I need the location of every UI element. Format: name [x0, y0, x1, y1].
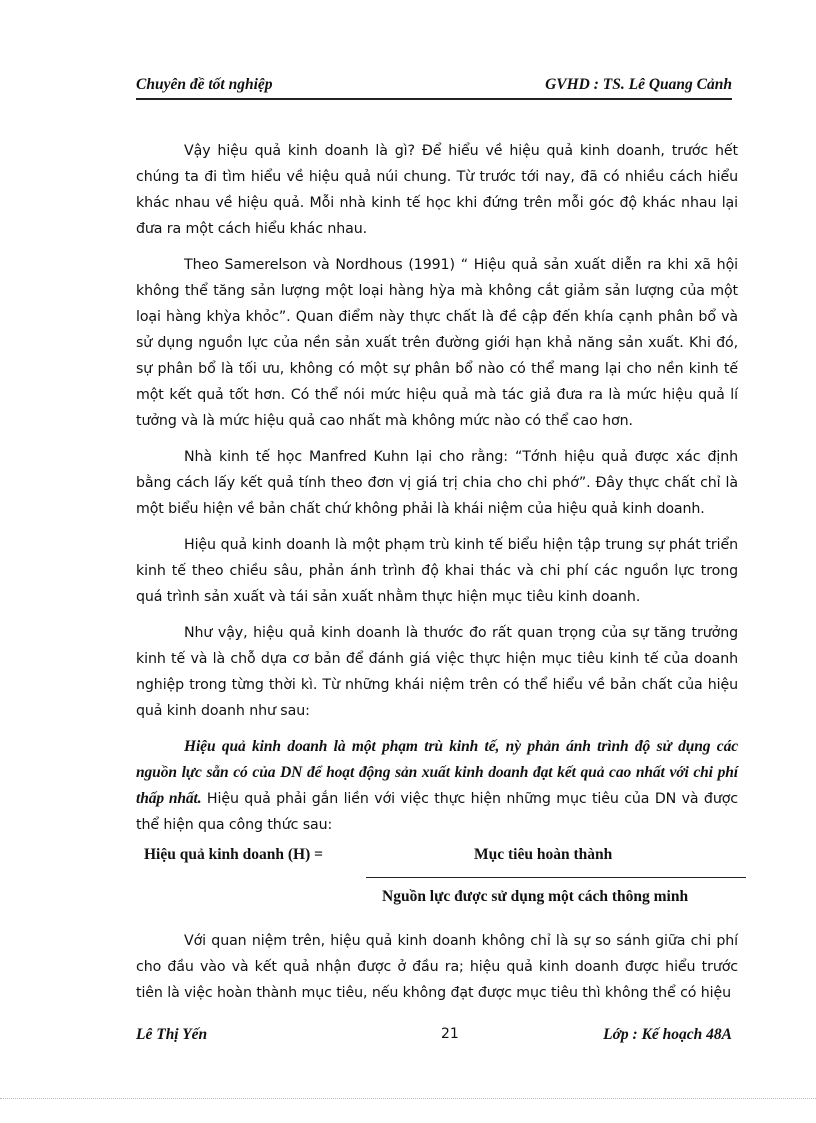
- footer-author: Lê Thị Yến: [136, 1026, 208, 1043]
- paragraph-3: Nhà kinh tế học Manfred Kuhn lại cho rằng: “Tớnh hiệu quả được xác định bằng cách lấy kết quả tính theo đơn vị giá trị chia cho chi phớ”. Đây thực chất chỉ là một biểu hiện về bản chất chứ không phải là khái niệm của hiệu quả kinh doanh.: [136, 449, 738, 517]
- header-title: Chuyên đề tốt nghiệp: [136, 76, 273, 93]
- paragraph-4: Hiệu quả kinh doanh là một phạm trù kinh tế biểu hiện tập trung sự phát triển kinh tế theo chiều sâu, phản ánh trình độ khai thác và chi phí các nguồn lực trong quá trình sản xuất và tái sản xuất nhằm thực hiện mục tiêu kinh doanh.: [136, 537, 738, 605]
- footer-class: Lớp : Kế hoạch 48A: [603, 1026, 732, 1043]
- header-advisor: GVHD : TS. Lê Quang Cảnh: [545, 76, 732, 93]
- page-footer: [136, 1026, 732, 1048]
- page-header: [136, 76, 732, 100]
- paragraph-5: Như vậy, hiệu quả kinh doanh là thước đo rất quan trọng của sự tăng trưởng kinh tế và là chỗ dựa cơ bản để đánh giá việc thực hiện mục tiêu kinh tế của doanh nghiệp trong từng thời kì. Từ những khái niệm trên có thể hiểu về bản chất của hiệu quả kinh doanh như sau:: [136, 625, 738, 719]
- page-number: 21: [441, 1026, 459, 1042]
- definition-paragraph: [136, 734, 738, 838]
- efficiency-formula: [144, 842, 744, 914]
- definition-rest: Hiệu quả phải gắn liền với việc thực hiện những mục tiêu của DN và được thể hiện qua công thức sau:: [136, 791, 738, 833]
- definition-emphasis: Hiệu quả kinh doanh là một phạm trù kinh tế, nỳ phản ánh trình độ sử dụng các nguồn lực sẵn có của DN để hoạt động sản xuất kinh doanh đạt kết quả cao nhất với chi phí thấp nhất.: [136, 738, 738, 807]
- formula-numerator: Mục tiêu hoàn thành: [474, 846, 613, 863]
- paragraph-1: Vậy hiệu quả kinh doanh là gì? Để hiểu về hiệu quả kinh doanh, trước hết chúng ta đi tìm hiểu về hiệu quả núi chung. Từ trước tới nay, đã có nhiều cách hiểu khác nhau về hiệu quả. Mỗi nhà kinh tế học khi đứng trên mỗi góc độ khác nhau lại đưa ra một cách hiểu khác nhau.: [136, 143, 738, 237]
- paragraph-2: Theo Samerelson và Nordhous (1991) “ Hiệu quả sản xuất diễn ra khi xã hội không thể tăng sản lượng một loại hàng hỳa mà không cắt giảm sản lượng của một loại hàng khỳa khỏc”. Quan điểm này thực chất là đề cập đến khía cạnh phân bổ và sử dụng nguồn lực của nền sản xuất trên đường giới hạn khả năng sản xuất. Khi đó, sự phân bổ là tối ưu, không có một sự phân bổ nào có thể mang lại cho nền kinh tế một kết quả tốt hơn. Có thể nói mức hiệu quả mà tác giả đưa ra là mức hiệu quả lí tưởng và là mức hiệu quả cao nhất mà không mức nào có thể cao hơn.: [136, 257, 738, 429]
- formula-denominator: Nguồn lực được sử dụng một cách thông minh: [382, 888, 689, 905]
- closing-text: [136, 928, 738, 1006]
- body-text: [136, 138, 738, 848]
- fraction-line: [366, 877, 746, 878]
- closing-paragraph: Với quan niệm trên, hiệu quả kinh doanh không chỉ là sự so sánh giữa chi phí cho đầu vào và kết quả nhận được ở đầu ra; hiệu quả kinh doanh được hiểu trước tiên là việc hoàn thành mục tiêu, nếu không đạt được mục tiêu thì không thể có hiệu: [136, 933, 738, 1001]
- page-edge-divider: [0, 1098, 816, 1099]
- formula-lhs: Hiệu quả kinh doanh (H) =: [144, 846, 323, 863]
